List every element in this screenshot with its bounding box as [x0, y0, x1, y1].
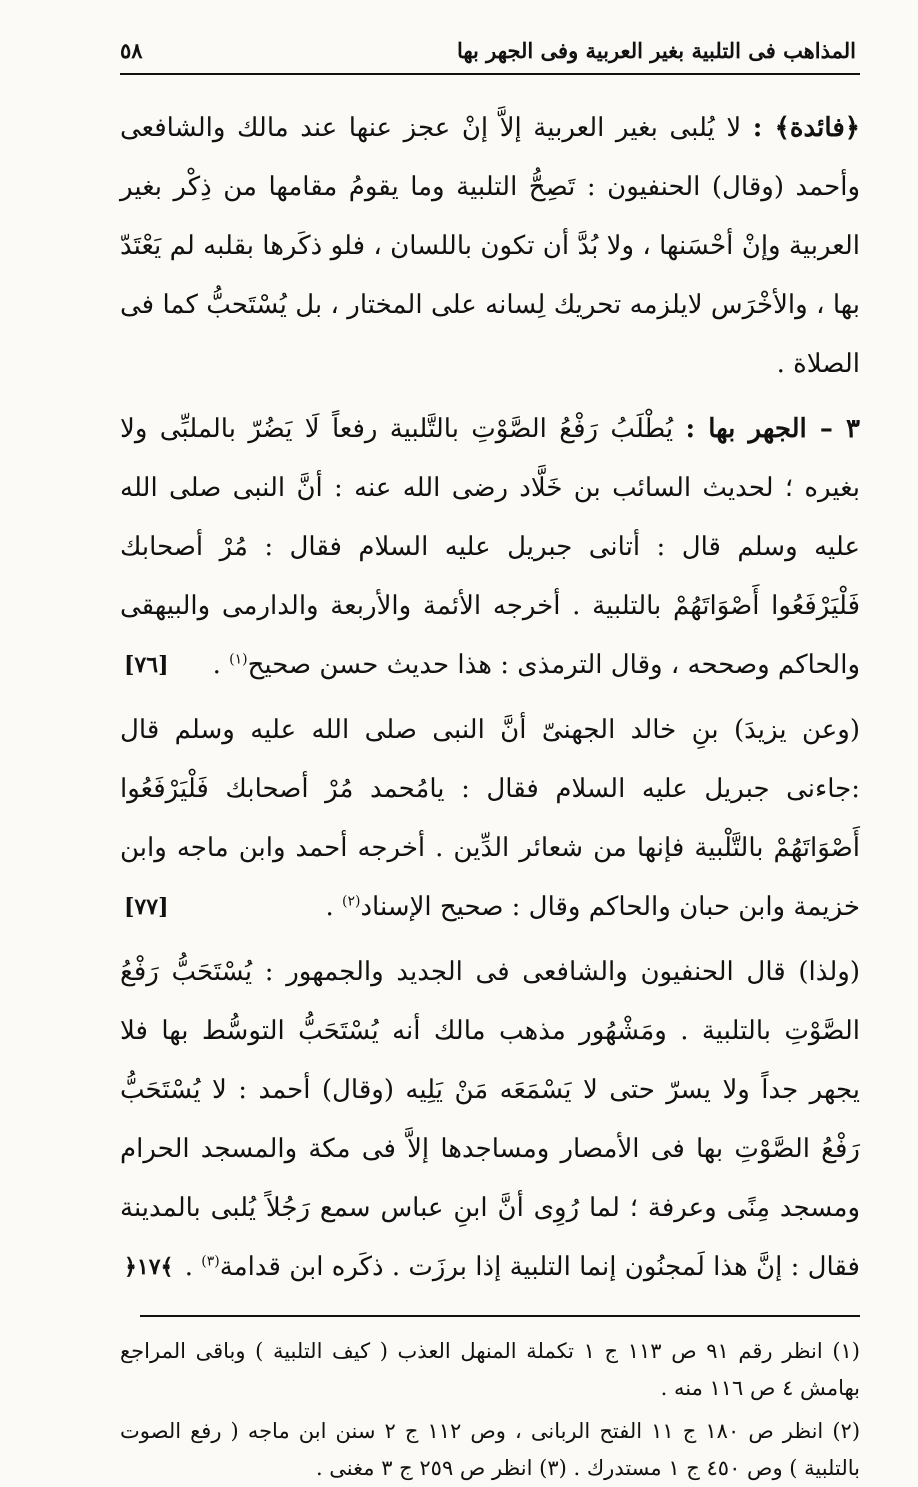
note-text: لا يُلبى بغير العربية إلاَّ إنْ عجز عنها عند مالك والشافعى وأحمد (وقال) الحنفيون : تَصِحُّ التلبية وما يقومُ مقامها من ذِكْر بغير العربية وإنْ أحْسَنها ، ولا بُدَّ أن تكون باللسان ، فلو ذكَرها بقلبه لم يَعْتَدّ بها ، والأخْرَس لايلزمه تحريك لِسانه على المختار ، بل يُسْتَحبُّ كما فى الصلاة .	[120, 113, 860, 379]
footnote-marker-3: (٣)	[201, 1253, 220, 1270]
footnote-1: (١) انظر رقم ٩١ ص ١١٣ ج ١ تكملة المنهل العذب ( كيف التلبية ) وباقى المراجع بهامش ٤ ص ١١٦ منه .	[120, 1339, 860, 1400]
hadith-paragraph: (وعن يزيدَ) بنِ خالد الجهنىّ أنَّ النبى صلى الله عليه وسلم قال :جاءنى جبريل عليه السلام فقال : يامُحمد مُرْ أصحابك فَلْيَرْفَعُوا أَصْوَاتَهُمْ بالتَّلْبية فإنها من شعائر الدِّين . أخرجه أحمد وابن ماجه وابن خزيمة وابن حبان والحاكم وقال : صحيح الإسناد$^{(٢)}$ . [٧٧]	[120, 701, 860, 937]
footnote-2-text: (٢) انظر ص ١٨٠ ج ١١ الفتح الربانى ، وص ١١٢ ج ٢ سنن ابن ماجه ( رفع الصوت بالتلبية ) وص ٤٥٠ ج ١ مستدرك .	[120, 1419, 861, 1480]
section-paragraph: ٣ – الجهر بها : يُطْلَبُ رَفْعُ الصَّوْتِ بالتَّلبية رفعاً لَا يَضُرّ بالملبِّى ولا بغيره ؛ لحديث السائب بن خَلَّاد رضى الله عنه : أنَّ النبى صلى الله عليه وسلم قال : أتانى جبريل عليه السلام فقال : مُرْ أصحابك فَلْيَرْفَعُوا أَصْوَاتَهُمْ بالتلبية . أخرجه الأئمة والأربعة والدارمى والبيهقى والحاكم وصححه ، وقال الترمذى : هذا حديث حسن صحيح$^{(١)}$ . [٧٦]	[120, 400, 860, 695]
footnote-marker-2: (٢)	[341, 893, 361, 910]
madhahib-text: (ولذا) قال الحنفيون والشافعى فى الجديد والجمهور : يُسْتَحَبُّ رَفْعُ الصَّوْتِ بالتلبية . ومَشْهُور مذهب مالك أنه يُسْتَحَبُّ التوسُّط بها فلا يجهر جداً ولا يسرّ حتى لا يَسْمَعَه مَنْ يَلِيه (وقال) أحمد : لا يُسْتَحَبُّ رَفْعُ الصَّوْتِ بها فى الأمصار ومساجدها إلاَّ فى مكة والمسجد الحرام ومسجد مِنًى وعرفة ؛ لما رُوِى أنَّ ابنِ عباس سمع رَجُلاً يُلبى بالمدينة فقال : إنَّ هذا لَمجنُون إنما التلبية إذا برزَت . ذكَره ابن قدامة	[120, 957, 860, 1282]
section-text: يُطْلَبُ رَفْعُ الصَّوْتِ بالتَّلبية رفعاً لَا يَضُرّ بالملبِّى ولا بغيره ؛ لحديث السائب بن خَلَّاد رضى الله عنه : أنَّ النبى صلى الله عليه وسلم قال : أتانى جبريل عليه السلام فقال : مُرْ أصحابك فَلْيَرْفَعُوا أَصْوَاتَهُمْ بالتلبية . أخرجه الأئمة والأربعة والدارمى والبيهقى والحاكم وصححه ، وقال الترمذى : هذا حديث حسن صحيح	[120, 414, 860, 680]
page-number: ٥٨	[120, 38, 143, 63]
hadith-number-77: [٧٧]	[124, 894, 169, 920]
main-text	[120, 99, 860, 1297]
note-lead: ﴿فائدة﴾ :	[752, 113, 860, 143]
header-divider	[120, 73, 860, 75]
footnote-divider	[140, 1315, 860, 1317]
running-title: المذاهب فى التلبية بغير العربية وفى الجهر بها	[456, 38, 856, 63]
section-lead: ٣ – الجهر بها :	[685, 414, 861, 444]
footnote-marker-1: (١)	[229, 651, 248, 668]
running-head	[120, 38, 860, 73]
hadith-text: (وعن يزيدَ) بنِ خالد الجهنىّ أنَّ النبى صلى الله عليه وسلم قال :جاءنى جبريل عليه السلام فقال : يامُحمد مُرْ أصحابك فَلْيَرْفَعُوا أَصْوَاتَهُمْ بالتَّلْبية فإنها من شعائر الدِّين . أخرجه أحمد وابن ماجه وابن خزيمة وابن حبان والحاكم وقال : صحيح الإسناد	[120, 715, 860, 922]
footnotes	[120, 1333, 860, 1487]
madhahib-paragraph: (ولذا) قال الحنفيون والشافعى فى الجديد والجمهور : يُسْتَحَبُّ رَفْعُ الصَّوْتِ بالتلبية . ومَشْهُور مذهب مالك أنه يُسْتَحَبُّ التوسُّط بها فلا يجهر جداً ولا يسرّ حتى لا يَسْمَعَه مَنْ يَلِيه (وقال) أحمد : لا يُسْتَحَبُّ رَفْعُ الصَّوْتِ بها فى الأمصار ومساجدها إلاَّ فى مكة والمسجد الحرام ومسجد مِنًى وعرفة ؛ لما رُوِى أنَّ ابنِ عباس سمع رَجُلاً يُلبى بالمدينة فقال : إنَّ هذا لَمجنُون إنما التلبية إذا برزَت . ذكَره ابن قدامة$^{(٣)}$ . ﴿١٧﴾	[120, 943, 860, 1297]
signature-mark: ﴿١٧﴾	[124, 1254, 174, 1280]
footnote-3-text: (٣) انظر ص ٢٥٩ ج ٣ مغنى .	[315, 1456, 567, 1480]
footnote-2	[120, 1413, 860, 1487]
hadith-number-76: [٧٦]	[124, 652, 169, 678]
note-paragraph	[120, 99, 860, 394]
